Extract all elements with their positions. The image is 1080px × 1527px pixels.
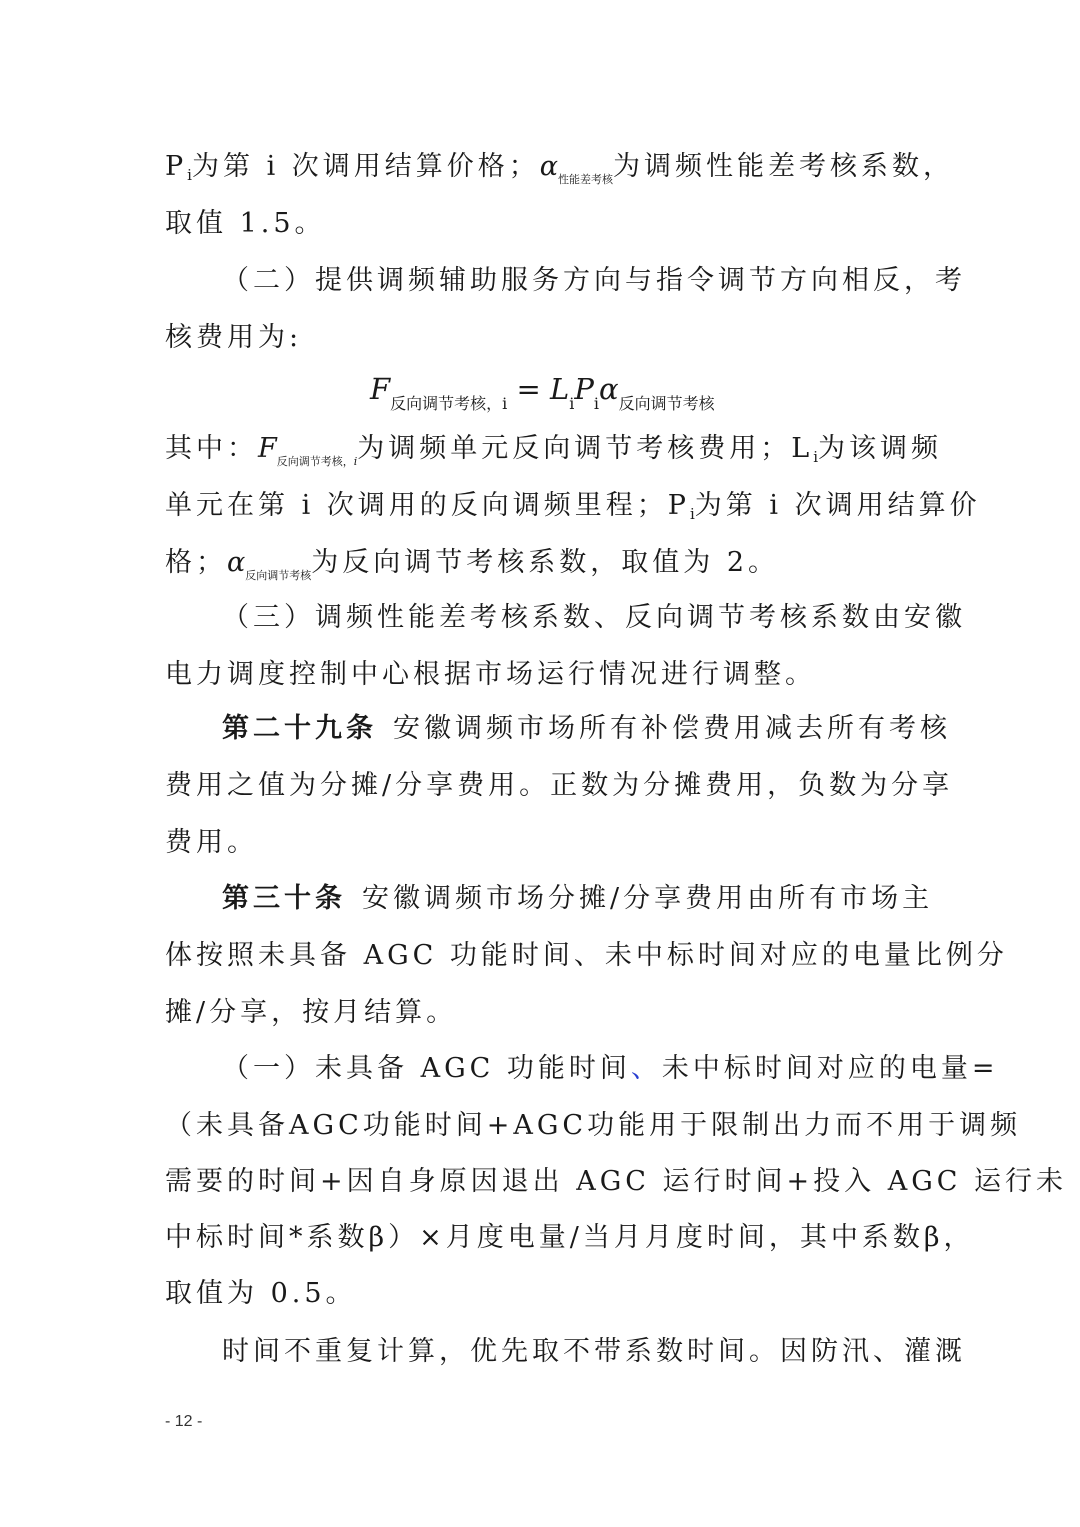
text-run: 安徽调频市场所有补偿费用减去所有考核 <box>393 713 951 744</box>
formula-operator: = <box>507 372 551 406</box>
formula <box>370 369 730 424</box>
paragraph-line: 电力调度控制中心根据市场运行情况进行调整。 <box>165 659 816 690</box>
paragraph-line: 核费用为: <box>165 322 303 353</box>
article-title: 第二十九条 <box>222 713 377 744</box>
formula-symbol: α <box>599 372 619 406</box>
formula-symbol: F <box>258 433 277 464</box>
text-run: （一）未具备 AGC 功能时间 <box>222 1053 631 1084</box>
formula-subscript: 反向调节考核 <box>618 394 715 413</box>
paragraph-line: 摊/分享，按月结算。 <box>165 997 458 1028</box>
subscript: i <box>689 505 695 523</box>
paragraph-line: 费用之值为分摊/分享费用。正数为分摊费用，负数为分享 <box>165 770 954 801</box>
text-run: 单元在第 i 次调用的反向调频里程；P <box>165 490 690 521</box>
text-run: P <box>165 151 188 182</box>
article-heading-line <box>222 700 951 757</box>
text-run: 未中标时间对应的电量= <box>661 1053 999 1084</box>
text-run: 为调频单元反向调节考核费用；L <box>357 433 814 464</box>
alpha-symbol: α <box>227 547 246 578</box>
formula-symbol: P <box>574 372 594 406</box>
text-run: 为反向调节考核系数，取值为 2。 <box>311 547 779 578</box>
subscript: i <box>353 455 358 468</box>
paragraph-line: 时间不重复计算，优先取不带系数时间。因防汛、灌溉 <box>222 1336 966 1367</box>
paragraph-line: 取值 1.5。 <box>165 208 326 239</box>
subscript: 反向调节考核 <box>245 569 312 582</box>
text-run: 为该调频 <box>818 433 943 464</box>
paragraph-line <box>222 1040 999 1097</box>
paragraph-line: （三）调频性能差考核系数、反向调节考核系数由安徽 <box>222 602 966 633</box>
article-heading-line <box>222 870 934 927</box>
subscript: i <box>813 448 819 466</box>
text-run: 、 <box>630 1053 662 1084</box>
text-run: 为第 i 次调用结算价格； <box>191 151 540 182</box>
subscript: 反向调节考核， <box>276 455 354 468</box>
article-title: 第三十条 <box>222 883 346 914</box>
alpha-symbol: α <box>539 151 559 182</box>
subscript: i <box>187 166 192 184</box>
text-run: 为第 i 次调用结算价 <box>694 490 981 521</box>
text-run: 为调频性能差考核系数， <box>613 151 955 182</box>
paragraph-line: （二）提供调频辅助服务方向与指令调节方向相反，考 <box>222 265 966 296</box>
page-number: - 12 - <box>165 1413 203 1430</box>
subscript: 性能差考核 <box>558 173 614 186</box>
paragraph-line: 中标时间*系数β）×月度电量/当月月度时间，其中系数β， <box>165 1222 975 1253</box>
paragraph-line: 取值为 0.5。 <box>165 1278 357 1309</box>
text-run: 安徽调频市场分摊/分享费用由所有市场主 <box>362 883 934 914</box>
formula-subscript: i <box>502 394 508 413</box>
text-run: 格； <box>165 547 227 578</box>
formula-subscript: 反向调节考核， <box>390 394 503 413</box>
paragraph-line: 体按照未具备 AGC 功能时间、未中标时间对应的电量比例分 <box>165 940 1008 971</box>
paragraph-line: 费用。 <box>165 827 258 858</box>
paragraph-line: （未具备AGC功能时间+AGC功能用于限制出力而不用于调频 <box>165 1110 1022 1141</box>
formula-subscript: i <box>593 394 600 413</box>
paragraph-line: 需要的时间+因自身原因退出 AGC 运行时间+投入 AGC 运行未 <box>165 1166 1068 1197</box>
formula-symbol: F <box>370 372 391 406</box>
text-run: 其中： <box>165 433 258 464</box>
formula-symbol: L <box>550 372 570 406</box>
formula-subscript: i <box>569 394 575 413</box>
